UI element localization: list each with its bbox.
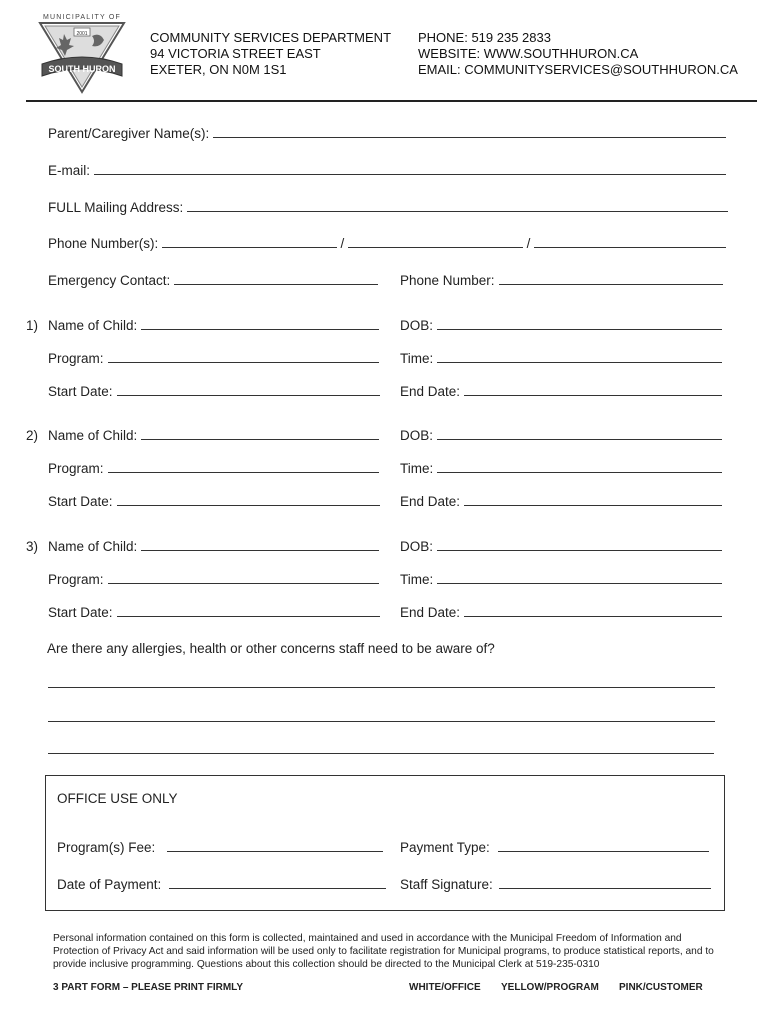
end-date-label: End Date: bbox=[400, 605, 461, 620]
contact-info bbox=[418, 30, 738, 78]
parent-name-field[interactable] bbox=[48, 126, 726, 141]
start-date-label: Start Date: bbox=[48, 605, 113, 620]
child-number: 2) bbox=[26, 428, 39, 443]
phone-line-1[interactable] bbox=[162, 246, 336, 248]
phone-separator: / bbox=[526, 236, 531, 251]
program-label: Program: bbox=[48, 351, 104, 366]
end-date-line[interactable] bbox=[464, 504, 722, 506]
date-of-payment-field[interactable] bbox=[57, 877, 386, 892]
start-date-label: Start Date: bbox=[48, 384, 113, 399]
svg-text:SOUTH HURON: SOUTH HURON bbox=[48, 64, 116, 74]
parent-name-label: Parent/Caregiver Name(s): bbox=[48, 126, 210, 141]
start-date-label: Start Date: bbox=[48, 494, 113, 509]
program-line[interactable] bbox=[108, 471, 379, 473]
website-text: WEBSITE: WWW.SOUTHHURON.CA bbox=[418, 46, 639, 61]
dob-field[interactable] bbox=[400, 539, 722, 554]
phone-separator: / bbox=[340, 236, 345, 251]
end-date-field[interactable] bbox=[400, 605, 722, 620]
email-text: EMAIL: COMMUNITYSERVICES@SOUTHHURON.CA bbox=[418, 62, 738, 77]
emergency-contact-label: Emergency Contact: bbox=[48, 273, 171, 288]
copy-yellow: YELLOW/PROGRAM bbox=[501, 982, 599, 993]
start-date-field[interactable] bbox=[48, 384, 380, 399]
start-date-line[interactable] bbox=[117, 615, 380, 617]
header-divider bbox=[26, 100, 757, 102]
address-label: FULL Mailing Address: bbox=[48, 200, 184, 215]
end-date-field[interactable] bbox=[400, 384, 722, 399]
emergency-contact-field[interactable] bbox=[48, 273, 378, 288]
staff-signature-field[interactable] bbox=[400, 877, 711, 892]
staff-signature-label: Staff Signature: bbox=[400, 877, 493, 892]
dob-label: DOB: bbox=[400, 428, 434, 443]
program-fee-line[interactable] bbox=[167, 850, 383, 852]
dob-field[interactable] bbox=[400, 318, 722, 333]
program-fee-label: Program(s) Fee: bbox=[57, 840, 156, 855]
time-field[interactable] bbox=[400, 572, 722, 587]
payment-type-field[interactable] bbox=[400, 840, 709, 855]
municipality-logo bbox=[34, 10, 130, 96]
svg-text:2001: 2001 bbox=[76, 31, 88, 37]
program-fee-field[interactable] bbox=[57, 840, 383, 855]
phone-line-2[interactable] bbox=[348, 246, 522, 248]
child-name-field[interactable] bbox=[48, 428, 379, 443]
dob-label: DOB: bbox=[400, 318, 434, 333]
phone-numbers-field[interactable] bbox=[48, 236, 726, 251]
south-huron-logo-icon bbox=[34, 10, 130, 96]
form-instruction: 3 PART FORM – PLEASE PRINT FIRMLY bbox=[53, 982, 244, 993]
time-field[interactable] bbox=[400, 351, 722, 366]
copy-white: WHITE/OFFICE bbox=[409, 982, 481, 993]
child-number: 1) bbox=[26, 318, 39, 333]
address-line[interactable] bbox=[187, 210, 728, 212]
svg-text:MUNICIPALITY OF: MUNICIPALITY OF bbox=[42, 14, 122, 21]
child-name-line[interactable] bbox=[141, 328, 379, 330]
allergies-line-3[interactable] bbox=[48, 753, 714, 754]
program-line[interactable] bbox=[108, 361, 379, 363]
email-label: E-mail: bbox=[48, 163, 91, 178]
payment-type-label: Payment Type: bbox=[400, 840, 490, 855]
end-date-line[interactable] bbox=[464, 615, 722, 617]
dob-field[interactable] bbox=[400, 428, 722, 443]
start-date-line[interactable] bbox=[117, 504, 380, 506]
time-label: Time: bbox=[400, 572, 434, 587]
start-date-field[interactable] bbox=[48, 494, 380, 509]
dob-line[interactable] bbox=[437, 549, 722, 551]
program-field[interactable] bbox=[48, 572, 379, 587]
parent-name-line[interactable] bbox=[213, 136, 726, 138]
time-label: Time: bbox=[400, 351, 434, 366]
department-name: COMMUNITY SERVICES DEPARTMENT bbox=[150, 30, 392, 45]
child-name-label: Name of Child: bbox=[48, 318, 138, 333]
dob-line[interactable] bbox=[437, 438, 722, 440]
child-name-field[interactable] bbox=[48, 539, 379, 554]
program-field[interactable] bbox=[48, 351, 379, 366]
emergency-phone-line[interactable] bbox=[499, 283, 723, 285]
allergies-line-1[interactable] bbox=[48, 687, 715, 688]
email-line[interactable] bbox=[94, 173, 726, 175]
department-address bbox=[150, 30, 391, 78]
child-name-field[interactable] bbox=[48, 318, 379, 333]
child-name-label: Name of Child: bbox=[48, 539, 138, 554]
copy-pink: PINK/CUSTOMER bbox=[619, 982, 703, 993]
dob-label: DOB: bbox=[400, 539, 434, 554]
program-line[interactable] bbox=[108, 582, 379, 584]
street-address: 94 VICTORIA STREET EAST bbox=[150, 46, 321, 61]
start-date-field[interactable] bbox=[48, 605, 380, 620]
allergies-line-2[interactable] bbox=[48, 721, 715, 722]
child-name-line[interactable] bbox=[141, 549, 379, 551]
child-number: 3) bbox=[26, 539, 39, 554]
phone-numbers-label: Phone Number(s): bbox=[48, 236, 159, 251]
phone-line-3[interactable] bbox=[534, 246, 726, 248]
start-date-line[interactable] bbox=[117, 394, 380, 396]
office-use-title: OFFICE USE ONLY bbox=[57, 791, 178, 806]
time-line[interactable] bbox=[437, 582, 722, 584]
end-date-field[interactable] bbox=[400, 494, 722, 509]
payment-type-line[interactable] bbox=[498, 850, 709, 852]
allergies-question: Are there any allergies, health or other concerns staff need to be aware of? bbox=[47, 641, 495, 656]
end-date-label: End Date: bbox=[400, 494, 461, 509]
time-field[interactable] bbox=[400, 461, 722, 476]
privacy-notice: Personal information contained on this form is collected, maintained and used in accordance with the Municipal Freedom of Information and Protection of Privacy Act and said information will be used only to facilitate registration for Municipal programs, to produce statistical reports, and to provide inclusive programming. Questions about this collection should be directed to the Municipal Clerk at 519-235-0310 bbox=[53, 933, 714, 970]
address-field[interactable] bbox=[48, 200, 728, 215]
emergency-contact-line[interactable] bbox=[174, 283, 378, 285]
email-field[interactable] bbox=[48, 163, 726, 178]
emergency-phone-label: Phone Number: bbox=[400, 273, 495, 288]
time-line[interactable] bbox=[437, 471, 722, 473]
program-field[interactable] bbox=[48, 461, 379, 476]
time-line[interactable] bbox=[437, 361, 722, 363]
date-of-payment-line[interactable] bbox=[169, 887, 386, 889]
child-name-line[interactable] bbox=[141, 438, 379, 440]
child-name-label: Name of Child: bbox=[48, 428, 138, 443]
program-label: Program: bbox=[48, 572, 104, 587]
end-date-label: End Date: bbox=[400, 384, 461, 399]
date-of-payment-label: Date of Payment: bbox=[57, 877, 162, 892]
staff-signature-line[interactable] bbox=[499, 887, 711, 889]
dob-line[interactable] bbox=[437, 328, 722, 330]
phone-text: PHONE: 519 235 2833 bbox=[418, 30, 551, 45]
emergency-phone-field[interactable] bbox=[400, 273, 723, 288]
program-label: Program: bbox=[48, 461, 104, 476]
city-address: EXETER, ON N0M 1S1 bbox=[150, 62, 287, 77]
end-date-line[interactable] bbox=[464, 394, 722, 396]
time-label: Time: bbox=[400, 461, 434, 476]
